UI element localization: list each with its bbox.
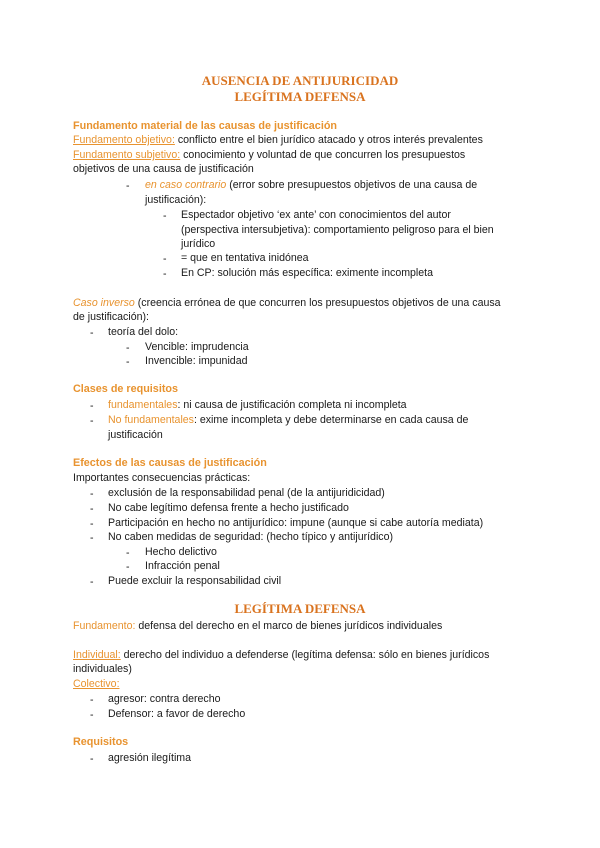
fundamentales-label: fundamentales — [108, 399, 178, 411]
bullet-dash: - — [90, 576, 94, 588]
cp-line: En CP: solución más específica: eximente incompleta — [181, 267, 434, 279]
section-heading-requisitos: Requisitos — [73, 736, 129, 748]
fundamento-label: Fundamento: — [73, 620, 136, 632]
caso-inverso-cont: de justificación): — [73, 311, 149, 323]
caso-contrario-label: en caso contrario — [145, 179, 227, 191]
section-heading-clases: Clases de requisitos — [73, 383, 179, 395]
fundamento-objetivo-text: conflicto entre el bien jurídico atacado y otros interés prevalentes — [174, 134, 483, 146]
bullet-dash: - — [126, 547, 130, 559]
individual-label: Individual: — [73, 649, 121, 661]
caso-contrario-cont: justificación): — [145, 194, 207, 206]
individual-text: derecho del individuo a defenderse (legítima defensa: sólo en bienes jurídicos — [120, 649, 490, 661]
espectador-line-2: (perspectiva intersubjetiva): comportamiento peligroso para el bien — [181, 224, 494, 236]
caso-contrario-line — [145, 178, 477, 193]
bullet-dash: - — [90, 532, 94, 544]
vencible-line: Vencible: imprudencia — [145, 341, 249, 353]
fundamentales-line — [108, 398, 407, 413]
main-title: AUSENCIA DE ANTIJURICIDAD — [201, 73, 399, 88]
teoria-dolo-line: teoría del dolo: — [108, 326, 179, 338]
subtitle: LEGÍTIMA DEFENSA — [234, 89, 366, 104]
bullet-dash: - — [126, 356, 130, 368]
bullet-dash: - — [163, 253, 167, 265]
section-heading-efectos: Efectos de las causas de justificación — [73, 457, 267, 469]
tentativa-line: = que en tentativa inidónea — [181, 252, 309, 264]
no-fundamentales-cont: justificación — [108, 429, 163, 441]
espectador-line-3: jurídico — [181, 238, 216, 250]
efectos-item: Participación en hecho no antijurídico: impune (aunque si cabe autoría mediata) — [108, 517, 484, 529]
fundamento-subjetivo-text: conocimiento y voluntad de que concurren los presupuestos — [180, 149, 466, 161]
bullet-dash: - — [90, 503, 94, 515]
colectivo-label: Colectivo: — [73, 678, 120, 690]
bullet-dash: - — [90, 327, 94, 339]
efectos-last: Puede excluir la responsabilidad civil — [108, 575, 282, 587]
efectos-item: No caben medidas de seguridad: (hecho típico y antijurídico) — [108, 531, 394, 543]
individual-line — [73, 648, 489, 663]
bullet-dash: - — [90, 518, 94, 530]
bullet-dash: - — [163, 210, 167, 222]
section-heading-fundamento: Fundamento material de las causas de justificación — [73, 120, 338, 132]
bullet-dash: - — [90, 400, 94, 412]
individual-cont: individuales) — [73, 663, 132, 675]
invencible-line: Invencible: impunidad — [145, 355, 248, 367]
caso-inverso-label: Caso inverso — [73, 297, 135, 309]
fundamento-subjetivo-cont: objetivos de una causa de justificación — [73, 163, 254, 175]
fundamento-subjetivo-label: Fundamento subjetivo: — [73, 149, 181, 161]
fundamento-objetivo-label: Fundamento objetivo: — [73, 134, 175, 146]
fundamento-subjetivo-line — [73, 148, 465, 163]
legitima-defensa-title: LEGÍTIMA DEFENSA — [234, 601, 366, 616]
bullet-dash: - — [163, 268, 167, 280]
bullet-dash: - — [126, 180, 130, 192]
fundamento-text: defensa del derecho en el marco de bienes jurídicos individuales — [135, 620, 443, 632]
efectos-item: No cabe legítimo defensa frente a hecho justificado — [108, 502, 349, 514]
fundamento-line — [73, 619, 442, 634]
bullet-dash: - — [90, 694, 94, 706]
caso-inverso-line — [73, 296, 501, 311]
bullet-dash: - — [90, 709, 94, 721]
colectivo-item: Defensor: a favor de derecho — [108, 708, 246, 720]
caso-inverso-text: (creencia errónea de que concurren los presupuestos objetivos de una causa — [134, 297, 501, 309]
efectos-intro: Importantes consecuencias prácticas: — [73, 472, 251, 484]
efectos-subitem: Hecho delictivo — [145, 546, 217, 558]
fundamento-objetivo-line — [73, 133, 483, 148]
no-fundamentales-line — [108, 413, 468, 428]
no-fundamentales-text: : exime incompleta y debe determinarse en cada causa de — [193, 414, 469, 426]
bullet-dash: - — [90, 753, 94, 765]
no-fundamentales-label: No fundamentales — [108, 414, 194, 426]
colectivo-item: agresor: contra derecho — [108, 693, 221, 705]
requisitos-item: agresión ilegítima — [108, 752, 192, 764]
bullet-dash: - — [90, 488, 94, 500]
bullet-dash: - — [126, 561, 130, 573]
bullet-dash: - — [126, 342, 130, 354]
caso-contrario-text: (error sobre presupuestos objetivos de una causa de — [226, 179, 478, 191]
efectos-subitem: Infracción penal — [145, 560, 220, 572]
bullet-dash: - — [90, 415, 94, 427]
colectivo-line — [73, 677, 120, 692]
fundamentales-text: : ni causa de justificación completa ni incompleta — [177, 399, 407, 411]
espectador-line-1: Espectador objetivo ‘ex ante’ con conocimientos del autor — [181, 209, 451, 221]
efectos-item: exclusión de la responsabilidad penal (de la antijuridicidad) — [108, 487, 385, 499]
